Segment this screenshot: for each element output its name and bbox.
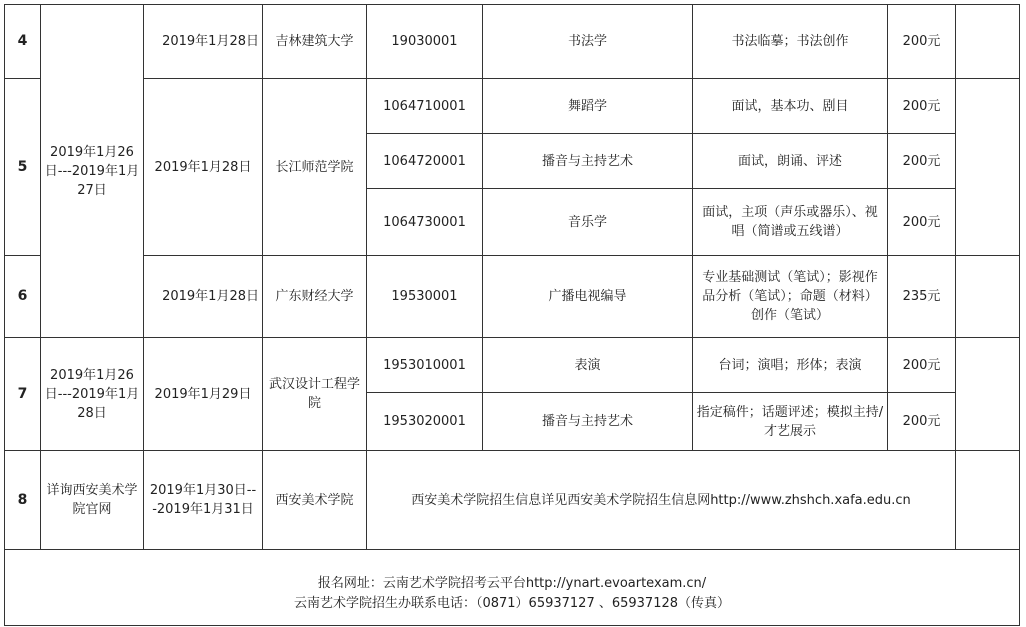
exam-fee: 200元 (888, 5, 956, 79)
table-row (5, 338, 1020, 393)
exam-fee: 200元 (888, 79, 956, 134)
row-number: 8 (5, 451, 41, 550)
school-name: 西安美术学院 (263, 451, 367, 550)
major-name: 广播电视编导 (483, 256, 693, 338)
exam-fee: 200元 (888, 393, 956, 451)
exam-content: 面试，朗诵、评述 (693, 134, 888, 189)
major-name: 播音与主持艺术 (483, 134, 693, 189)
remarks (956, 256, 1020, 338)
major-code: 19030001 (367, 5, 483, 79)
remarks (956, 79, 1020, 256)
exam-date: 2019年1月30日---2019年1月31日 (144, 451, 263, 550)
remarks (956, 5, 1020, 79)
school-name: 长江师范学院 (263, 79, 367, 256)
major-code: 1064710001 (367, 79, 483, 134)
major-code: 1064730001 (367, 189, 483, 256)
exam-date: 2019年1月29日 (144, 338, 263, 451)
registration-period: 2019年1月26日---2019年1月28日 (41, 338, 144, 451)
registration-period: 详询西安美术学院官网 (41, 451, 144, 550)
major-code: 19530001 (367, 256, 483, 338)
footer-row (5, 550, 1020, 626)
table-row (5, 256, 1020, 338)
contact-info (5, 550, 1020, 626)
exam-content: 面试，主项（声乐或器乐）、视唱（简谱或五线谱） (693, 189, 888, 256)
remarks (956, 451, 1020, 550)
major-code: 1064720001 (367, 134, 483, 189)
table-row (5, 5, 1020, 79)
exam-content: 专业基础测试（笔试）；影视作品分析（笔试）；命题（材料）创作（笔试） (693, 256, 888, 338)
major-name: 音乐学 (483, 189, 693, 256)
major-code: 1953010001 (367, 338, 483, 393)
exam-fee: 200元 (888, 338, 956, 393)
exam-date: 2019年1月28日 (144, 79, 263, 256)
exam-content: 台词；演唱；形体；表演 (693, 338, 888, 393)
row-number: 7 (5, 338, 41, 451)
registration-url: 报名网址：云南艺术学院招考云平台http://ynart.evoartexam.cn/ (317, 575, 707, 591)
exam-content: 书法临摹；书法创作 (693, 5, 888, 79)
row-number: 5 (5, 79, 41, 256)
major-name: 舞蹈学 (483, 79, 693, 134)
exam-content: 指定稿件；话题评述；模拟主持/才艺展示 (693, 393, 888, 451)
major-name: 播音与主持艺术 (483, 393, 693, 451)
school-note: 西安美术学院招生信息详见西安美术学院招生信息网http://www.zhshch.xafa.edu.cn (367, 451, 956, 550)
exam-fee: 200元 (888, 134, 956, 189)
table-row (5, 451, 1020, 550)
exam-fee: 200元 (888, 189, 956, 256)
exam-date: 2019年1月28日 (144, 5, 263, 79)
exam-schedule-table (4, 4, 1020, 626)
remarks (956, 338, 1020, 451)
exam-date: 2019年1月28日 (144, 256, 263, 338)
row-number: 4 (5, 5, 41, 79)
contact-phone: 云南艺术学院招生办联系电话：（0871）65937127 、65937128（传真） (293, 595, 731, 611)
major-code: 1953020001 (367, 393, 483, 451)
exam-content: 面试，基本功、剧目 (693, 79, 888, 134)
school-name: 广东财经大学 (263, 256, 367, 338)
school-name: 吉林建筑大学 (263, 5, 367, 79)
major-name: 表演 (483, 338, 693, 393)
row-number: 6 (5, 256, 41, 338)
exam-fee: 235元 (888, 256, 956, 338)
registration-period: 2019年1月26日---2019年1月27日 (41, 5, 144, 338)
school-name: 武汉设计工程学院 (263, 338, 367, 451)
major-name: 书法学 (483, 5, 693, 79)
table-row (5, 79, 1020, 134)
